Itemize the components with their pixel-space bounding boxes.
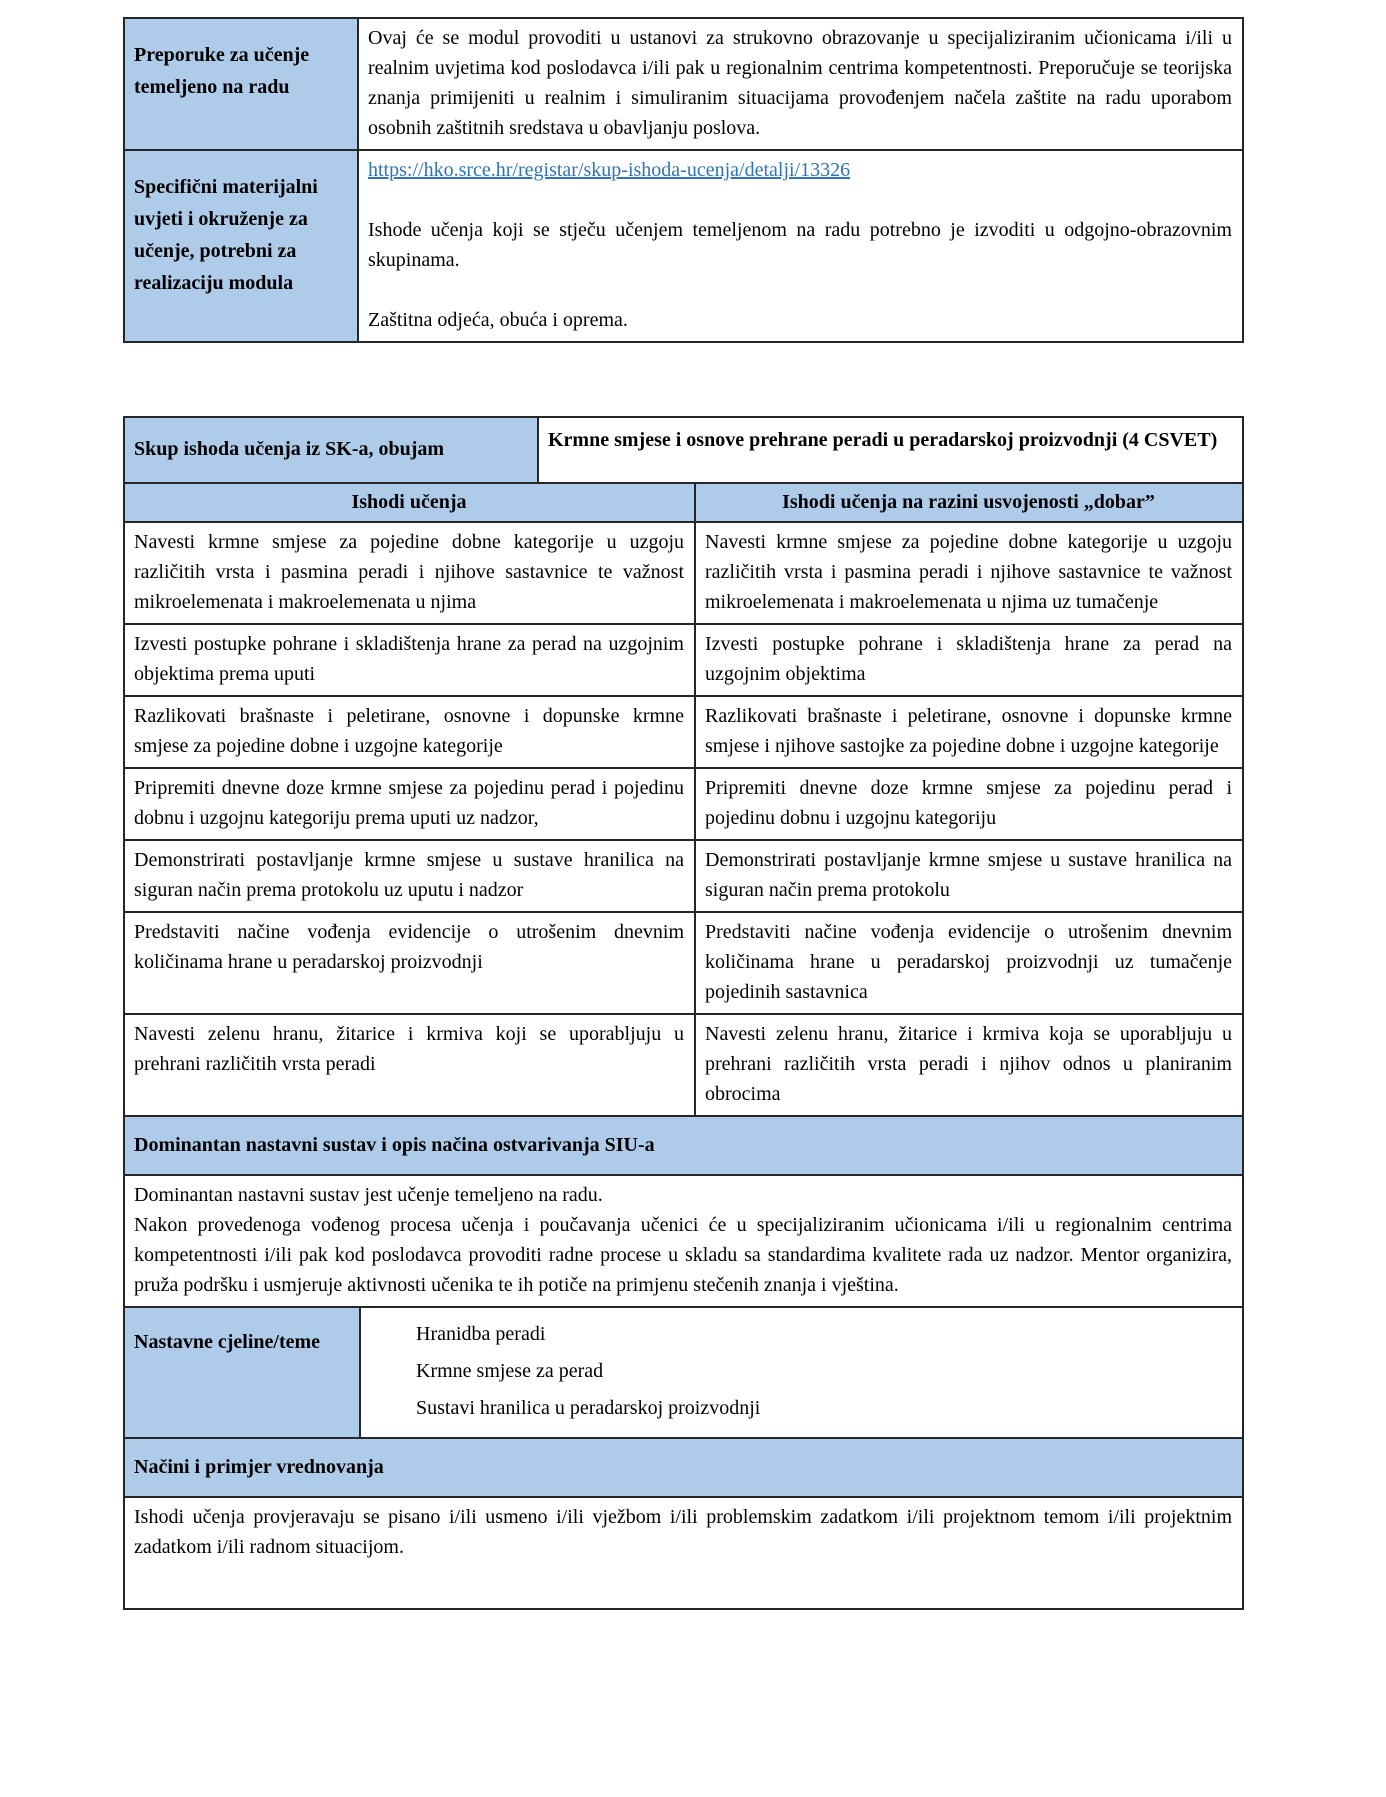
table-row xyxy=(125,149,1242,341)
teaching-unit-item: Krmne smjese za perad xyxy=(416,1360,604,1382)
table-spacer xyxy=(123,343,1244,416)
column-header-outcomes-good-level: Ishodi učenja na razini usvojenosti „dobar” xyxy=(694,484,1242,521)
outcomes-header-row xyxy=(125,418,1242,482)
outcomes-subheader-row xyxy=(125,482,1242,521)
outcome-right: Razlikovati brašnaste i peletirane, osnovne i dopunske krmne smjese i njihove sastojke za pojedine dobne i uzgojne kategorije xyxy=(694,697,1242,767)
outcome-left: Navesti zelenu hranu, žitarice i krmiva koji se uporabljuju u prehrani različitih vrsta peradi xyxy=(134,1023,684,1075)
outcome-left: Predstaviti načine vođenja evidencije o utrošenim dnevnim količinama hrane u peradarskoj proizvodnji xyxy=(134,921,684,973)
dominant-system-text xyxy=(125,1176,1242,1306)
teaching-unit-item: Hranidba peradi xyxy=(416,1323,546,1345)
evaluation-header-row xyxy=(125,1437,1242,1496)
link-line xyxy=(368,155,1232,185)
outcome-set-label: Skup ishoda učenja iz SK-a, obujam xyxy=(125,418,537,482)
table-row xyxy=(125,695,1242,767)
conditions-paragraph: Ishode učenja koji se stječu učenjem temeljenom na radu potrebno je izvoditi u odgojno-obrazovnim skupinama. xyxy=(368,219,1232,271)
outcome-left: Navesti krmne smjese za pojedine dobne kategorije u uzgoju različitih vrsta i pasmina peradi i njihove sastavnice te važnost mikroelemenata i makroelemenata u njima xyxy=(134,531,684,613)
table-row xyxy=(125,19,1242,149)
table-row xyxy=(125,767,1242,839)
outcome-right: Demonstrirati postavljanje krmne smjese u sustave hranilica na siguran način prema protokolu xyxy=(694,841,1242,911)
learning-outcomes-table xyxy=(123,416,1244,1610)
equipment-paragraph: Zaštitna odjeća, obuća i oprema. xyxy=(368,309,628,331)
outcome-right: Pripremiti dnevne doze krmne smjese za pojedinu perad i pojedinu dobnu i uzgojnu kategoriju xyxy=(694,769,1242,839)
column-header-outcomes: Ishodi učenja xyxy=(125,484,694,521)
dominant-system-text-row xyxy=(125,1174,1242,1306)
outcome-left: Izvesti postupke pohrane i skladištenja hrane za perad na uzgojnim objektima prema uputi xyxy=(134,633,684,685)
outcome-left: Razlikovati brašnaste i peletirane, osnovne i dopunske krmne smjese za pojedine dobne i uzgojne kategorije xyxy=(134,705,684,757)
teaching-units-list xyxy=(359,1308,1242,1437)
outcome-left: Pripremiti dnevne doze krmne smjese za pojedinu perad i pojedinu dobnu i uzgojnu kategoriju prema uputi uz nadzor, xyxy=(134,777,684,829)
evaluation-text: Ishodi učenja provjeravaju se pisano i/ili usmeno i/ili vježbom i/ili problemskim zadatkom i/ili projektnom temom i/ili projektnim zadatkom i/ili radnom situacijom. xyxy=(134,1506,1232,1558)
outcome-right: Navesti zelenu hranu, žitarice i krmiva koja se uporabljuju u prehrani različitih vrsta peradi i njihov odnos u planiranim obrocima xyxy=(694,1015,1242,1115)
outcome-set-title: Krmne smjese i osnove prehrane peradi u peradarskoj proizvodnji (4 CSVET) xyxy=(537,418,1242,482)
outcome-right: Izvesti postupke pohrane i skladištenja hrane za perad na uzgojnim objektima xyxy=(694,625,1242,695)
dominant-system-paragraph-2: Nakon provedenoga vođenog procesa učenja i poučavanja učenici će u specijaliziranim učionicama i/ili u regionalnim centrima kompetentnosti i/ili pak kod poslodavca provoditi radne procese u skladu sa standardima kvalitete rada uz nadzor. Mentor organizira, pruža podršku i usmjeruje aktivnosti učenika te ih potiče na primjenu stečenih znanja i vještina. xyxy=(134,1214,1232,1296)
table-row xyxy=(125,911,1242,1013)
outcome-left: Demonstrirati postavljanje krmne smjese u sustave hranilica na siguran način prema protokolu uz uputu i nadzor xyxy=(134,849,684,901)
dominant-system-header: Dominantan nastavni sustav i opis načina ostvarivanja SIU-a xyxy=(125,1117,1242,1174)
document-page xyxy=(123,17,1244,1610)
table-row xyxy=(125,623,1242,695)
module-info-table xyxy=(123,17,1244,343)
teaching-units-label: Nastavne cjeline/teme xyxy=(125,1308,359,1437)
table-row xyxy=(125,1013,1242,1115)
recommendations-content xyxy=(357,19,1242,149)
recommendations-paragraph: Ovaj će se modul provoditi u ustanovi za strukovno obrazovanje u specijaliziranim učionicama i/ili u realnim uvjetima kod poslodavca i/ili pak u regionalnim centrima kompetentnosti. Preporučuje se teorijska znanja primijeniti u realnim i simuliranim situacijama provođenjem načela zaštite na radu uporabom osobnih zaštitnih sredstava u obavljanju poslova. xyxy=(368,27,1232,139)
dominant-system-paragraph-1: Dominantan nastavni sustav jest učenje temeljeno na radu. xyxy=(134,1184,603,1206)
evaluation-text-row xyxy=(125,1496,1242,1608)
hko-registry-link[interactable]: https://hko.srce.hr/registar/skup-ishoda-ucenja/detalji/13326 xyxy=(368,159,851,181)
row-label-specific-conditions: Specifični materijalni uvjeti i okruženje za učenje, potrebni za realizaciju modula xyxy=(125,151,357,341)
teaching-units-row xyxy=(125,1306,1242,1437)
table-row xyxy=(125,521,1242,623)
evaluation-header: Načini i primjer vrednovanja xyxy=(125,1439,1242,1496)
table-row xyxy=(125,839,1242,911)
dominant-system-header-row xyxy=(125,1115,1242,1174)
outcome-right: Predstaviti načine vođenja evidencije o utrošenim dnevnim količinama hrane u peradarskoj proizvodnji uz tumačenje pojedinih sastavnica xyxy=(694,913,1242,1013)
teaching-unit-item: Sustavi hranilica u peradarskoj proizvodnji xyxy=(416,1397,761,1419)
specific-conditions-content xyxy=(357,151,1242,341)
outcome-right: Navesti krmne smjese za pojedine dobne kategorije u uzgoju različitih vrsta i pasmina peradi i njihove sastavnice te važnost mikroelemenata i makroelemenata u njima uz tumačenje xyxy=(694,523,1242,623)
row-label-recommendations: Preporuke za učenje temeljeno na radu xyxy=(125,19,357,149)
